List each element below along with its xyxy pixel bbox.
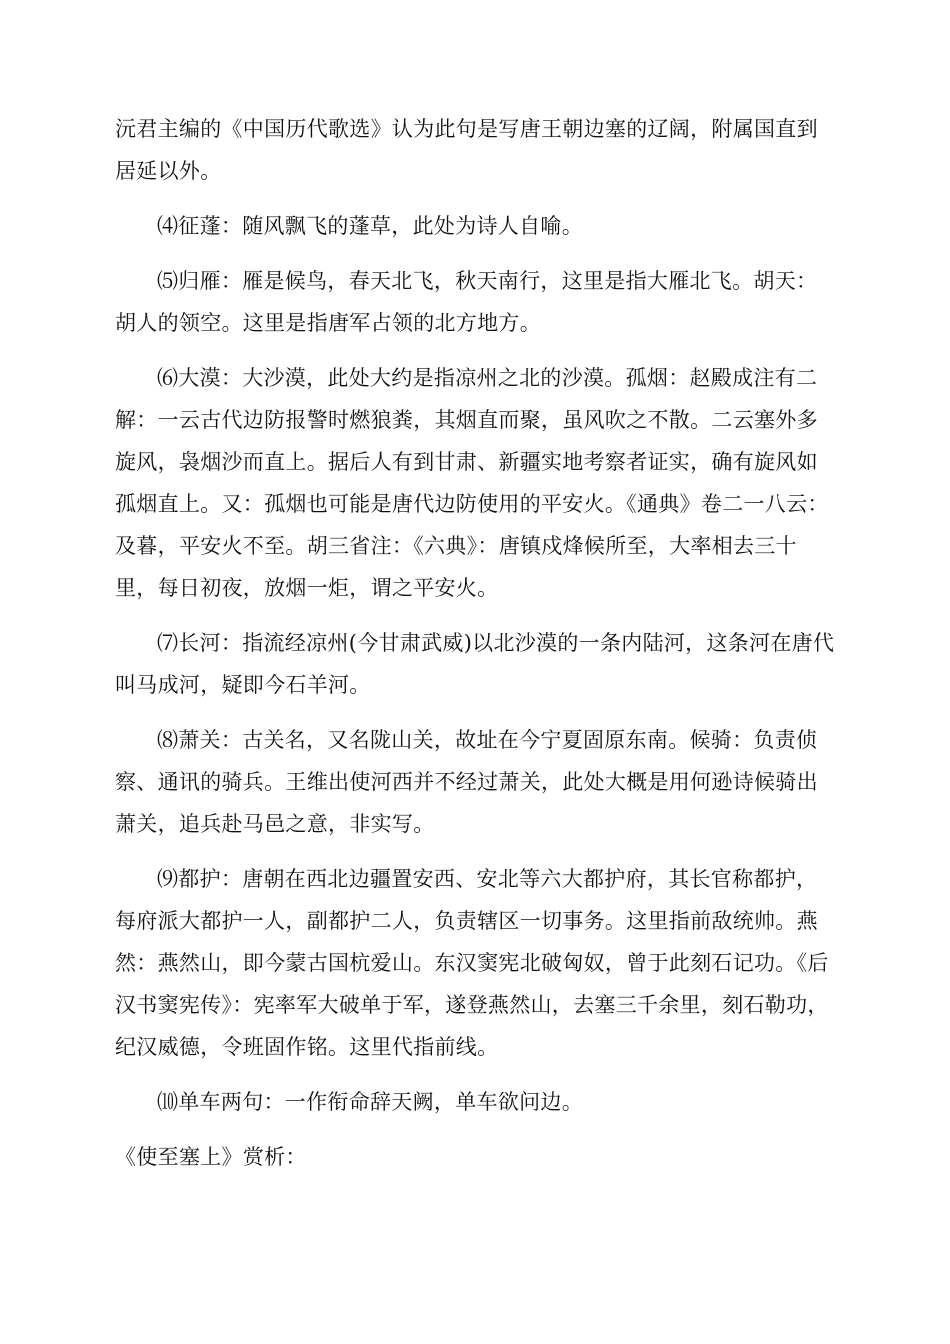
annotation-note-6: ⑹大漠：大沙漠，此处大约是指凉州之北的沙漠。孤烟：赵殿成注有二解：一云古代边防报警时燃狼粪，其烟直而聚，虽风吹之不散。二云塞外多旋风，袅烟沙而直上。据后人有到甘肃、新疆实地考察者证实，确有旋风如孤烟直上。又：孤烟也可能是唐代边防使用的平安火。《通典》卷二一八云：及暮，平安火不至。胡三省注：《六典》：唐镇戍烽候所至，大率相去三十里，每日初夜，放烟一炬，谓之平安火。 bbox=[115, 366, 829, 600]
annotation-note-5: ⑸归雁：雁是候鸟，春天北飞，秋天南行，这里是指大雁北飞。胡天：胡人的领空。这里是指唐军占领的北方地方。 bbox=[115, 269, 818, 335]
intro-paragraph: 沅君主编的《中国历代歌选》认为此句是写唐王朝边塞的辽阔，附属国直到居延以外。 bbox=[115, 117, 818, 183]
annotation-note-4: ⑷征蓬：随风飘飞的蓬草，此处为诗人自喻。 bbox=[157, 214, 583, 238]
annotation-note-7: ⑺长河：指流经凉州(今甘肃武威)以北沙漠的一条内陆河，这条河在唐代叫马成河，疑即今石羊河。 bbox=[115, 631, 835, 697]
annotation-note-10: ⑽单车两句：一作衔命辞天阙，单车欲问边。 bbox=[157, 1090, 583, 1114]
document-body bbox=[115, 108, 835, 1178]
section-heading: 《使至塞上》赏析： bbox=[115, 1145, 307, 1169]
annotation-note-9: ⑼都护：唐朝在西北边疆置安西、安北等六大都护府，其长官称都护，每府派大都护一人，副都护二人，负责辖区一切事务。这里指前敌统帅。燕然：燕然山，即今蒙古国杭爱山。东汉窦宪北破匈奴，曾于此刻石记功。《后汉书窦宪传》：宪率军大破单于军，遂登燕然山，去塞三千余里，刻石勒功，纪汉威德，令班固作铭。这里代指前线。 bbox=[115, 867, 829, 1059]
annotation-note-8: ⑻萧关：古关名，又名陇山关，故址在今宁夏固原东南。候骑：负责侦察、通讯的骑兵。王维出使河西并不经过萧关，此处大概是用何逊诗候骑出萧关，追兵赴马邑之意，非实写。 bbox=[115, 728, 818, 836]
